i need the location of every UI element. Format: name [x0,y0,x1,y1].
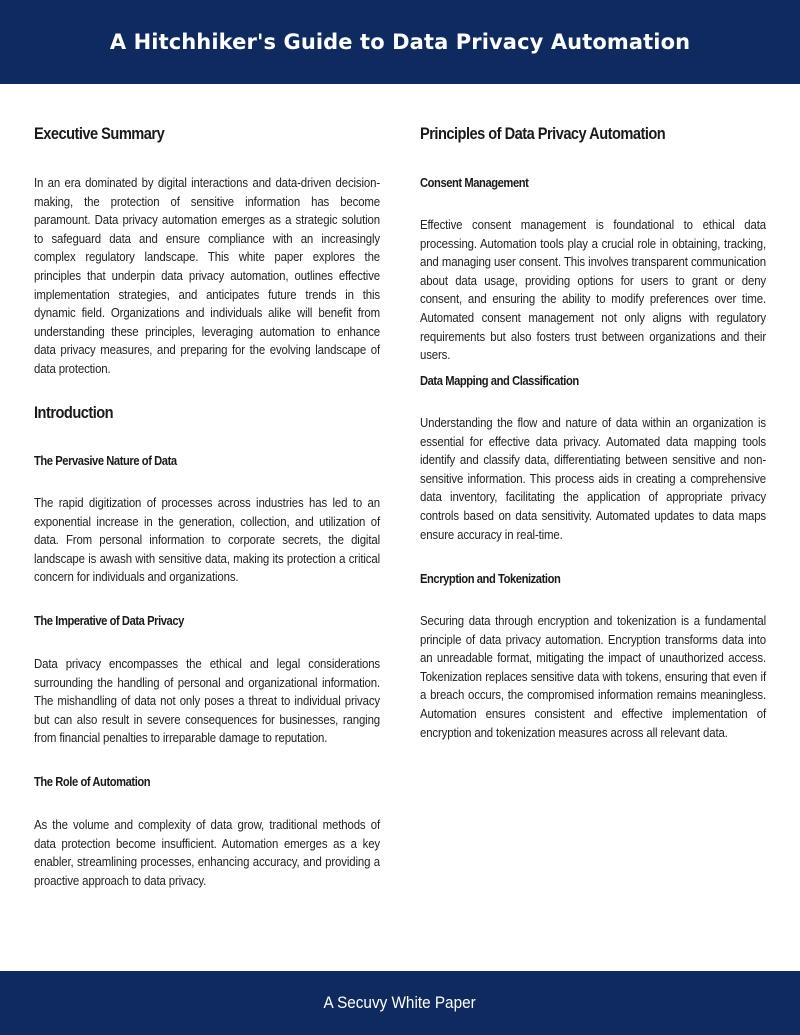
page-title: A Hitchhiker's Guide to Data Privacy Automation [109,30,691,54]
consent-management-text: Effective consent management is foundational to ethical data processing. Automation tools play a crucial role in obtaining, tracking, and managing user consent. This involves transparent communication about data usage, providing options for users to grant or deny consent, and ensuring the ability to modify preferences over time. Automated consent management not only aligns with regulatory requirements but also fosters trust between organizations and their users. [420,217,766,363]
principles-heading: Principles of Data Privacy Automation [420,124,666,143]
data-mapping-heading: Data Mapping and Classification [420,373,579,388]
encryption-tokenization-text: Securing data through encryption and tokenization is a fundamental principle of data privacy automation. Encryption transforms data into an unreadable format, mitigating the impact of unauthorized access. Tokenization replaces sensitive data with tokens, ensuring that even if a breach occurs, the compromised information remains meaningless. Automation ensures consistent and effective implementation of encryption and tokenization measures across all relevant data. [420,613,766,740]
imperative-privacy-heading: The Imperative of Data Privacy [34,613,184,628]
executive-summary-heading: Executive Summary [34,124,165,143]
footer-text: A Secuvy White Paper [323,993,477,1012]
consent-management-heading: Consent Management [420,175,529,190]
encryption-tokenization-heading: Encryption and Tokenization [420,571,561,586]
executive-summary-text: In an era dominated by digital interactions and data-driven decision-making, the protection of sensitive information has become paramount. Data privacy automation emerges as a strategic solution to safeguard data and ensure compliance with an increasingly complex regulatory landscape. This white paper explores the principles that underpin data privacy automation, outlines effective implementation strategies, and anticipates future trends in this dynamic field. Organizations and individuals alike will benefit from understanding these principles, leveraging automation to enhance data privacy measures, and preparing for the evolving landscape of data protection. [34,175,380,376]
pervasive-nature-heading: The Pervasive Nature of Data [34,453,177,468]
introduction-heading: Introduction [34,403,114,422]
page-footer [0,971,800,1035]
role-of-automation-heading: The Role of Automation [34,774,151,789]
imperative-privacy-text: Data privacy encompasses the ethical and legal considerations surrounding the handling of personal and organizational information. The mishandling of data not only poses a threat to individual privacy but can also result in severe consequences for businesses, ranging from financial penalties to irreparable damage to reputation. [34,656,380,746]
page-header [0,0,800,84]
data-mapping-text: Understanding the flow and nature of data within an organization is essential for effective data privacy. Automated data mapping tools identify and classify data, differentiating between sensitive and non-sensitive information. This process aids in creating a comprehensive data inventory, facilitating the application of appropriate privacy controls based on data sensitivity. Automated updates to data maps ensure accuracy in real-time. [420,415,766,542]
pervasive-nature-text: The rapid digitization of processes across industries has led to an exponential increase in the generation, collection, and utilization of data. From personal information to corporate secrets, the digital landscape is awash with sensitive data, making its protection a critical concern for individuals and organizations. [34,495,380,585]
role-of-automation-text: As the volume and complexity of data grow, traditional methods of data protection become insufficient. Automation emerges as a key enabler, streamlining processes, enhancing accuracy, and providing a proactive approach to data privacy. [34,817,380,888]
